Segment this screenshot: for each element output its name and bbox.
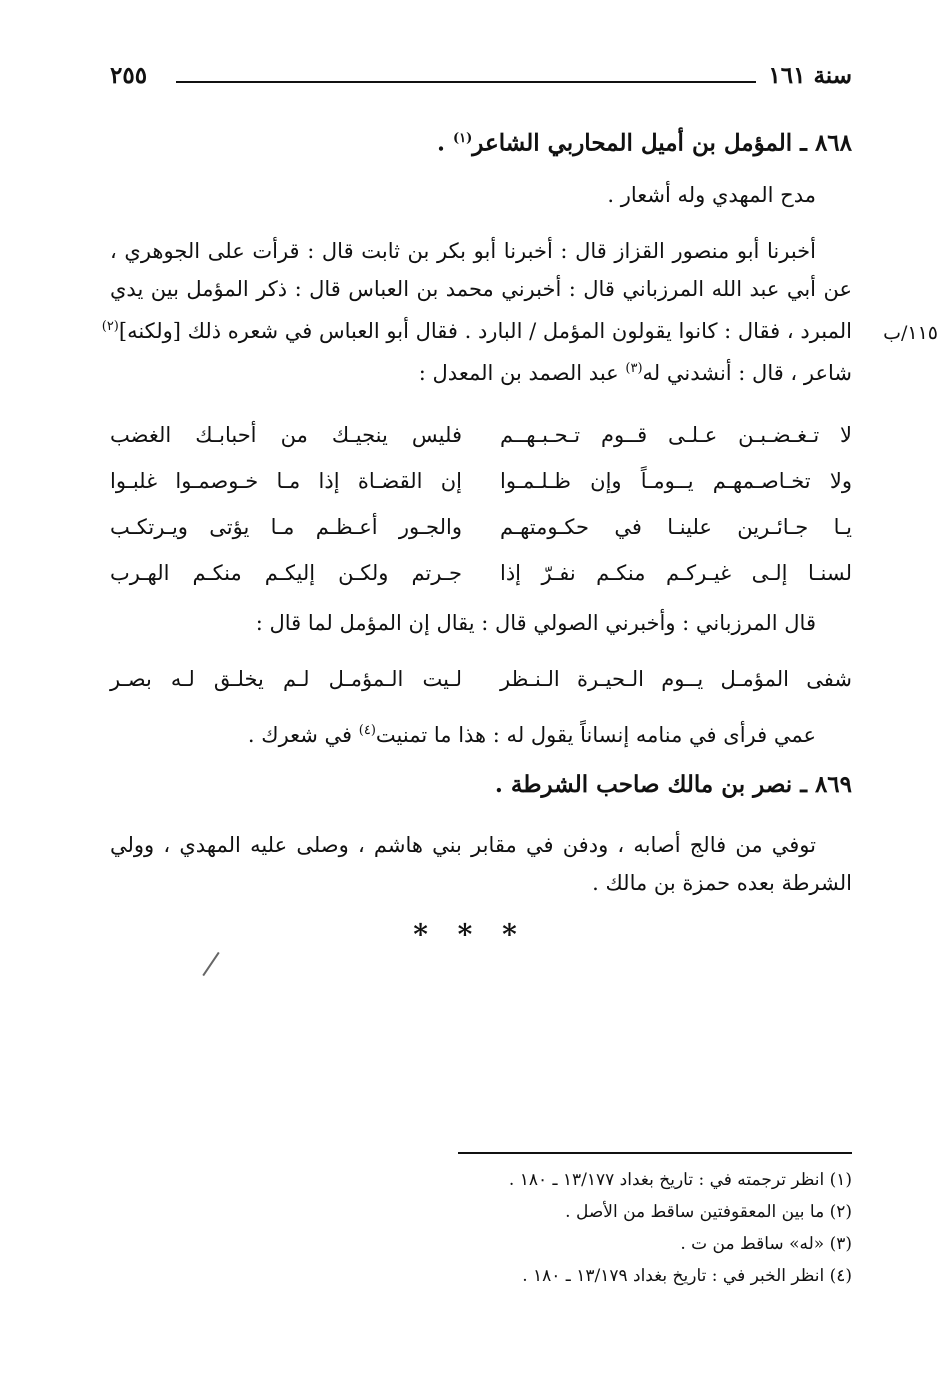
footnote-rule: [458, 1152, 852, 1154]
verse-line: [110, 656, 852, 702]
verse-first-hemistich: يـا جـائـرين علينـا في حكـومتهـم: [500, 515, 852, 539]
intro-block: [110, 176, 852, 214]
footnotes: [110, 1164, 852, 1292]
isnad-line-text: شاعر ، قال : أنشدني له: [642, 361, 852, 385]
paragraph-line-end: في شعرك .: [247, 723, 359, 747]
paragraph-3: [110, 712, 852, 754]
intro-line: مدح المهدي وله أشعار .: [607, 183, 816, 207]
entry-heading: [110, 120, 852, 163]
paragraph-line: قال المرزباني : وأخبرني الصولي قال : يقال إن المؤمل لما قال :: [255, 611, 816, 635]
isnad-paragraph: [101, 232, 852, 392]
paragraph-line-text: عمي فرأى في منامه إنساناً يقول له : هذا ما تمنيت: [375, 723, 816, 747]
verse-first-hemistich: لا تـغـضـبـن عـلـى قــوم تـحـبـهــم: [500, 423, 852, 447]
verse-line: [110, 504, 852, 550]
manuscript-folio-ref: ١١٥/ب: [883, 322, 938, 344]
entry-heading-end: .: [436, 129, 445, 157]
footnote-ref-4: (٤): [358, 723, 376, 738]
entry-heading-text: ٨٦٨ ـ المؤمل بن أميل المحاربي الشاعر: [472, 129, 852, 157]
verse-second-hemistich: لـيت الـمؤمـل لـم يخلـق لـه بصـر: [110, 667, 462, 691]
isnad-line: عن أبي عبد الله المرزباني قال : أخبرني محمد بن العباس قال : ذكر المؤمل بين يدي: [110, 277, 852, 301]
footnote-ref-1: (١): [452, 131, 473, 146]
paragraph-line: [110, 712, 852, 754]
running-header-section: سنة ١٦١: [768, 62, 852, 89]
verse-line: [110, 458, 852, 504]
isnad-line: [110, 350, 852, 392]
verse-second-hemistich: فليس ينجيـك من أحبابـك الغضب: [110, 423, 462, 447]
verse-first-hemistich: ولا تخـاصـمهـم يــومـاً وإن ظـلـمـوا: [500, 469, 852, 493]
header-rule: [176, 81, 756, 83]
verse-second-hemistich: إن القضـاة إذا مـا خـوصمـوا غلبـوا: [110, 469, 462, 493]
verse-second-hemistich: والجـور أعـظـم مـا يؤتى ويـرتكـب: [110, 515, 462, 539]
section-separator: * * *: [413, 918, 527, 951]
verse-first-hemistich: لسنـا إلـى غيـركـم منكـم نفـرّ إذا: [500, 561, 852, 585]
verse-first-hemistich: شفى المؤمـل يــوم الـحيـرة الـنـظر: [500, 667, 852, 691]
paragraph-2: [110, 604, 852, 642]
entry-heading: ٨٦٩ ـ نصر بن مالك صاحب الشرطة .: [494, 771, 852, 798]
footnote-3: (٣) «له» ساقط من ت .: [680, 1234, 852, 1254]
footnote-ref-3: (٣): [625, 361, 643, 376]
running-header: [110, 62, 852, 96]
verse-second-hemistich: جـرتم ولكـن إليكـم منكـم الهـرب: [110, 561, 462, 585]
isnad-line: أخبرنا أبو منصور القزاز قال : أخبرنا أبو بكر بن ثابت قال : قرأت على الجوهري ،: [110, 239, 816, 263]
footnote-4: (٤) انظر الخبر في : تاريخ بغداد ١٣/١٧٩ ـ ١٨٠ .: [522, 1266, 852, 1286]
footnote-ref-2: (٢): [101, 319, 119, 334]
stray-pen-mark: [202, 952, 219, 976]
footnote-2: (٢) ما بين المعقوفتين ساقط من الأصل .: [565, 1202, 852, 1222]
paragraph-line: توفي من فالج أصابه ، ودفن في مقابر بني هاشم ، وصلى عليه المهدي ، وولي: [110, 833, 816, 857]
isnad-line: [101, 308, 852, 350]
isnad-line-text: المبرد ، فقال : كانوا يقولون المؤمل / البارد . فقال أبو العباس في شعره ذلك [ولكنه]: [118, 319, 852, 343]
entry-869-paragraph: [110, 826, 852, 902]
entry-868-heading-block: [110, 120, 852, 163]
verse-line: [110, 550, 852, 596]
paragraph-line: الشرطة بعده حمزة بن مالك .: [592, 871, 852, 895]
page-number: ٢٥٥: [110, 62, 148, 89]
verse-line: [110, 412, 852, 458]
footnote-1: (١) انظر ترجمته في : تاريخ بغداد ١٣/١٧٧ ـ ١٨٠ .: [508, 1170, 852, 1190]
isnad-line-end: عبد الصمد بن المعدل :: [418, 361, 626, 385]
entry-869-heading-block: [110, 766, 852, 804]
